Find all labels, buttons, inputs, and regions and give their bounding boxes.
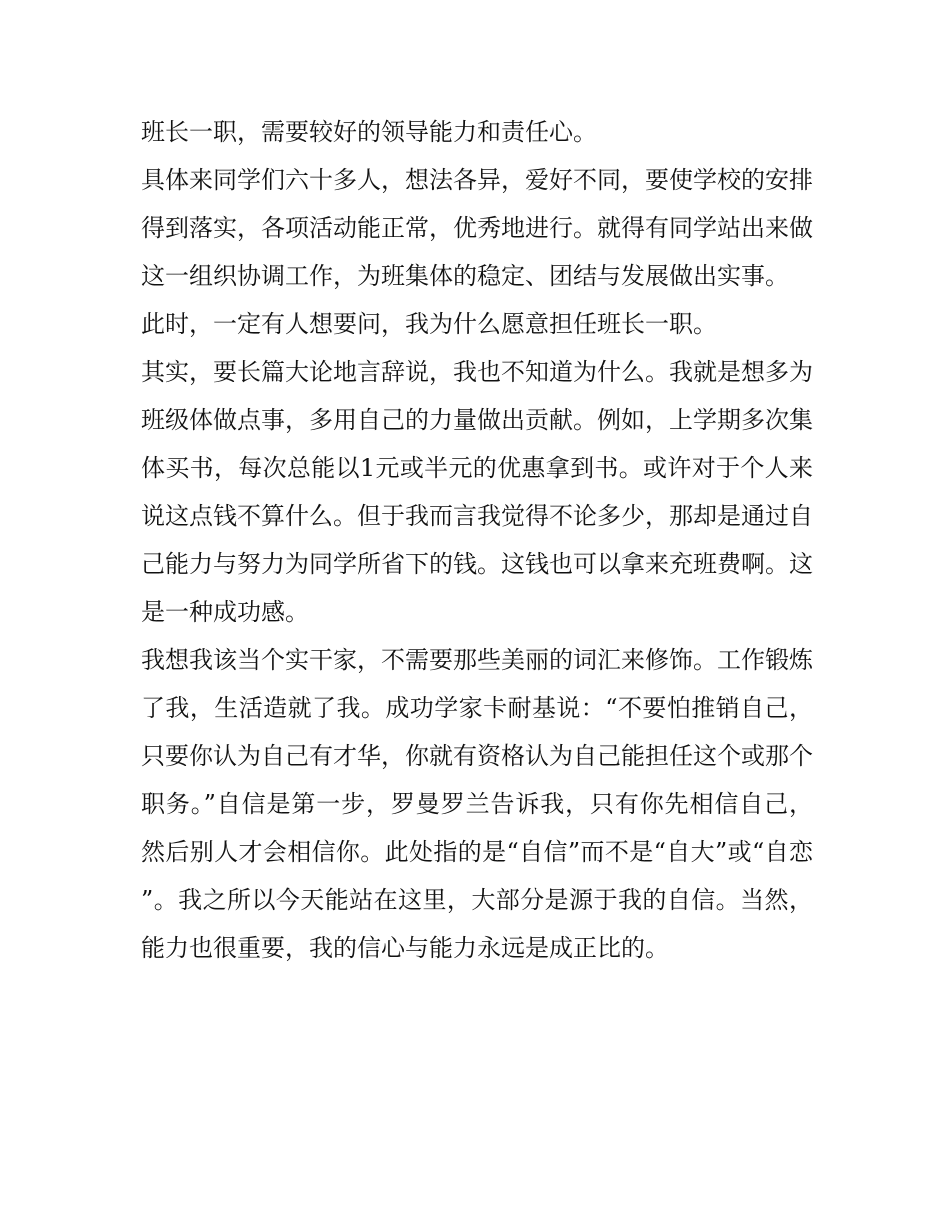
paragraph-4: 其实，要长篇大论地言辞说，我也不知道为什么。我就是想多为班级体做点事，多用自己的力量做出贡献。例如，上学期多次集体买书，每次总能以1元或半元的优惠拿到书。或许对于个人来说这点钱不算什么。但于我而言我觉得不论多少，那却是通过自己能力与努力为同学所省下的钱。这钱也可以拿来充班费啊。这是一种成功感。 xyxy=(141,358,813,626)
paragraph-5: 我想我该当个实干家，不需要那些美丽的词汇来修饰。工作锻炼了我，生活造就了我。成功学家卡耐基说：“不要怕推销自己，只要你认为自己有才华，你就有资格认为自己能担任这个或那个职务。”自信是第一步，罗曼罗兰告诉我，只有你先相信自己，然后别人才会相信你。此处指的是“自信”而不是“自大”或“自恋”。我之所以今天能站在这里，大部分是源于我的自信。当然，能力也很重要，我的信心与能力永远是成正比的。 xyxy=(141,646,813,962)
document-body xyxy=(141,108,813,972)
paragraph-1: 班长一职，需要较好的领导能力和责任心。 xyxy=(141,118,597,146)
paragraph-3: 此时，一定有人想要问，我为什么愿意担任班长一职。 xyxy=(141,310,717,338)
paragraph-2: 具体来同学们六十多人，想法各异，爱好不同，要使学校的安排得到落实，各项活动能正常，优秀地进行。就得有同学站出来做这一组织协调工作，为班集体的稳定、团结与发展做出实事。 xyxy=(141,166,813,290)
